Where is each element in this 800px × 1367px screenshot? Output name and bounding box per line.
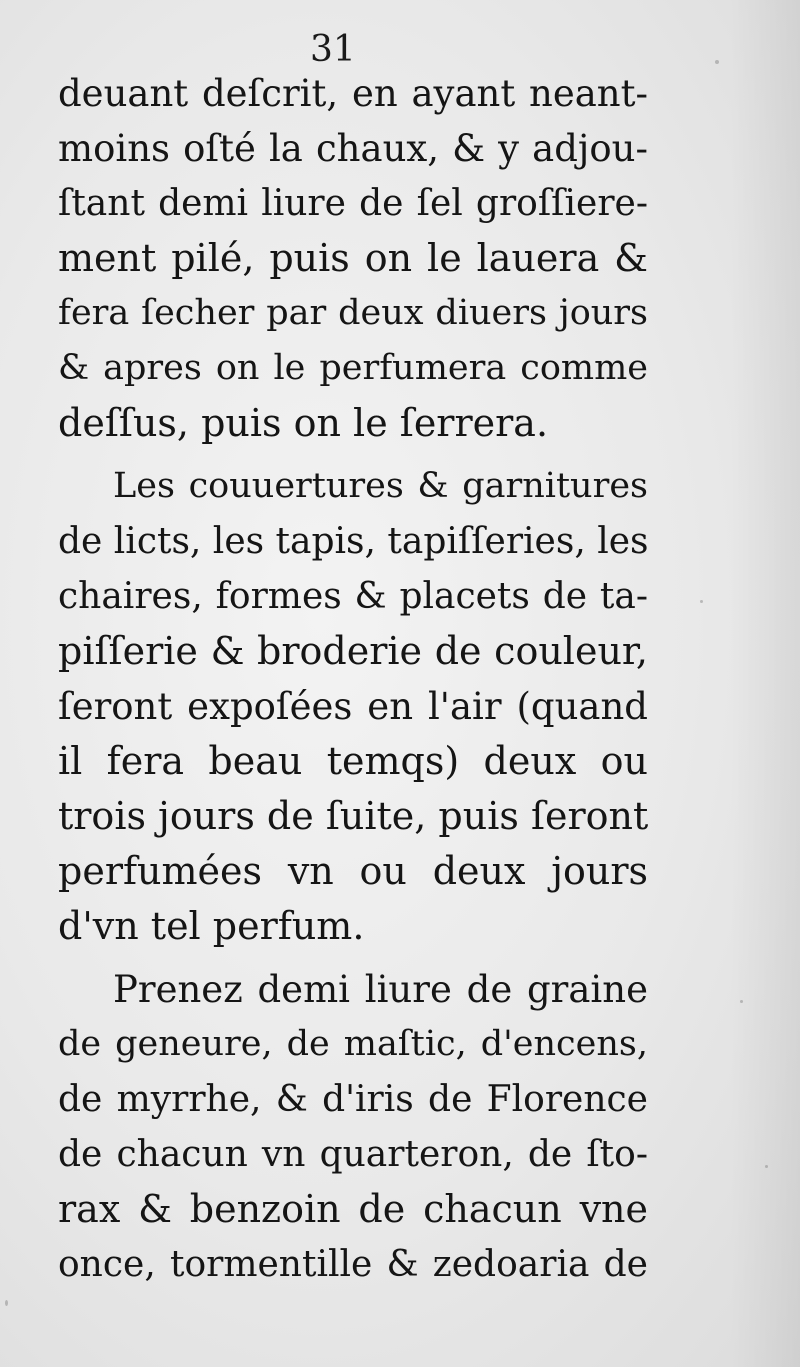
- text-line: deuant deſcrit, en ayant neant-: [58, 72, 648, 115]
- text-line: de licts, les tapis, tapiſſeries, les: [58, 521, 649, 562]
- paragraph-gap: [58, 954, 648, 962]
- text-line: de myrrhe, & d'iris de Florence: [58, 1079, 648, 1120]
- paper-speck: [715, 60, 719, 64]
- text-line: trois jours de ſuite, puis ſeront: [58, 794, 649, 838]
- paper-speck: [765, 1165, 768, 1168]
- text-line: perfumées vn ou deux jours: [58, 849, 648, 893]
- paragraph-gap: [58, 451, 648, 459]
- body-text: [58, 66, 648, 1292]
- text-line: ſtant demi liure de ſel groſſiere-: [58, 183, 648, 224]
- text-line: moins oſté la chaux, & y adjou-: [58, 127, 648, 170]
- text-line: deſſus, puis on le ſerrera.: [58, 401, 549, 445]
- text-line: rax & benzoin de chacun vne: [58, 1187, 648, 1231]
- text-line: Les couuertures & garnitures: [113, 466, 648, 506]
- text-line: de geneure, de maſtic, d'encens,: [58, 1024, 648, 1064]
- text-line: d'vn tel perfum.: [58, 904, 365, 948]
- page-edge-shadow: [730, 0, 800, 1367]
- page-number: 31: [310, 29, 356, 70]
- text-line: fera ſecher par deux diuers jours: [58, 293, 648, 333]
- text-line: once, tormentille & zedoaria de: [58, 1244, 648, 1285]
- paper-speck: [700, 600, 703, 603]
- text-line: piſſerie & broderie de couleur,: [58, 629, 648, 673]
- text-line: de chacun vn quarteron, de ſto-: [58, 1134, 648, 1175]
- paper-speck: [740, 1000, 743, 1003]
- text-line: Prenez demi liure de graine: [113, 968, 648, 1011]
- text-line: il fera beau temqs) deux ou: [58, 739, 648, 783]
- text-line: chaires, formes & placets de ta-: [58, 576, 648, 617]
- paper-speck: [5, 1300, 8, 1306]
- text-line: ment pilé, puis on le lauera &: [58, 236, 648, 280]
- text-line: ſeront expoſées en l'air (quand: [58, 685, 648, 728]
- text-line: & apres on le perfumera comme: [58, 348, 648, 388]
